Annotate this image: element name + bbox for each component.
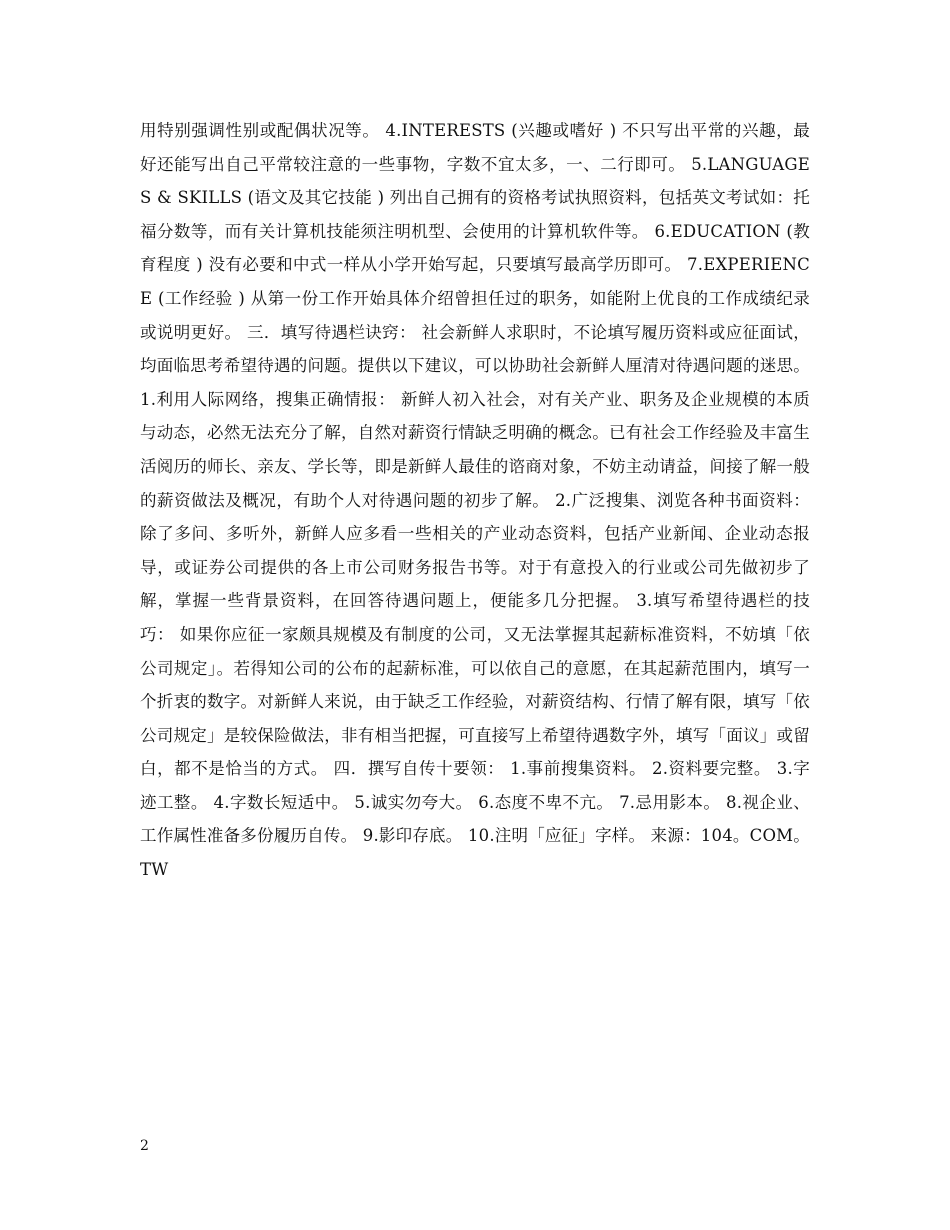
body-paragraph: 用特别强调性别或配偶状况等。 4.INTERESTS (兴趣或嗜好 ) 不只写出平常的兴趣，最好还能写出自己平常较注意的一些事物，字数不宜太多，一、二行即可。 5.LANGUAGES & SKILLS (语文及其它技能 ) 列出自己拥有的资格考试执照资料，包括英文考试如：托福分数等，而有关计算机技能须注明机型、会使用的计算机软件等。 6.EDUCATION (教育程度 ) 没有必要和中式一样从小学开始写起，只要填写最高学历即可。 7.EXPERIENCE (工作经验 ) 从第一份工作开始具体介绍曾担任过的职务，如能附上优良的工作成绩纪录或说明更好。 三．填写待遇栏诀窍： 社会新鲜人求职时，不论填写履历资料或应征面试，均面临思考希望待遇的问题。提供以下建议，可以协助社会新鲜人厘清对待遇问题的迷思。 1.利用人际网络，搜集正确情报： 新鲜人初入社会，对有关产业、职务及企业规模的本质与动态，必然无法充分了解，自然对薪资行情缺乏明确的概念。已有社会工作经验及丰富生活阅历的师长、亲友、学长等，即是新鲜人最佳的谘商对象，不妨主动请益，间接了解一般的薪资做法及概况，有助个人对待遇问题的初步了解。 2.广泛搜集、浏览各种书面资料： 除了多问、多听外，新鲜人应多看一些相关的产业动态资料，包括产业新闻、企业动态报导，或证券公司提供的各上市公司财务报告书等。对于有意投入的行业或公司先做初步了解，掌握一些背景资料，在回答待遇问题上，便能多几分把握。 3.填写希望待遇栏的技巧： 如果你应征一家颇具规模及有制度的公司，又无法掌握其起薪标准资料，不妨填「依公司规定」。若得知公司的公布的起薪标准，可以依自己的意愿，在其起薪范围内，填写一个折衷的数字。对新鲜人来说，由于缺乏工作经验，对薪资结构、行情了解有限，填写「依公司规定」是较保险做法，非有相当把握，可直接写上希望待遇数字外，填写「面议」或留白，都不是恰当的方式。 四．撰写自传十要领： 1.事前搜集资料。 2.资料要完整。 3.字迹工整。 4.字数长短适中。 5.诚实勿夸大。 6.态度不卑不亢。 7.忌用影本。 8.视企业、工作属性准备多份履历自传。 9.影印存底。 10.注明「应征」字样。 来源：104。COM。TW: [140, 121, 810, 880]
page-number: 2: [140, 1138, 149, 1154]
